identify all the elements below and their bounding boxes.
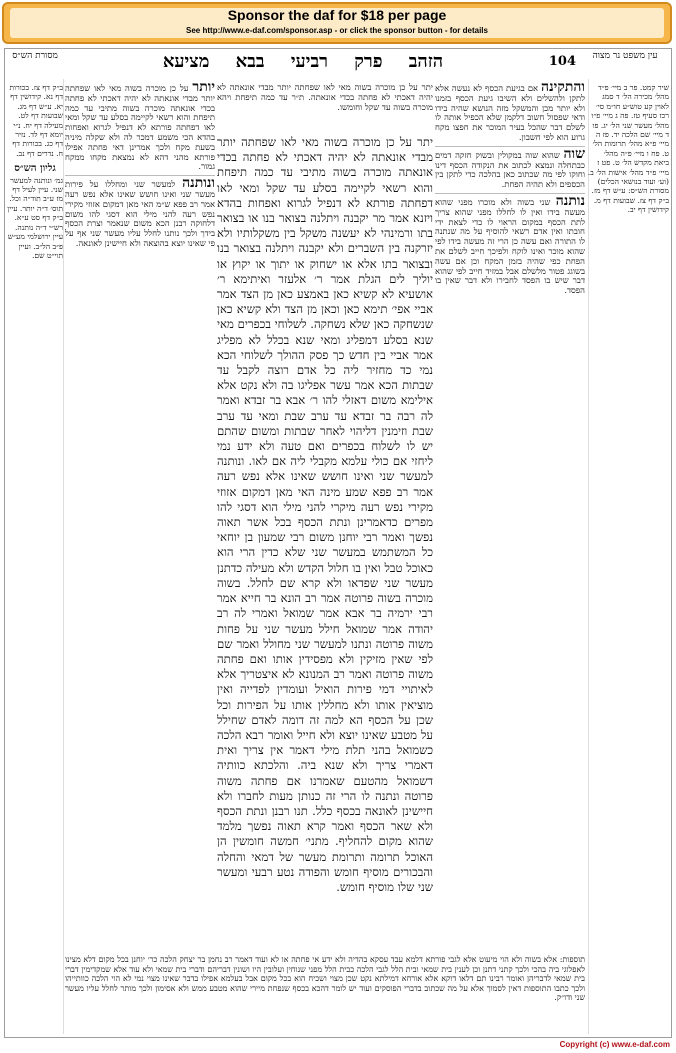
gemara-text: יתר על כן מוכרה בשוה מאי לאו שפחתה יותר מבדי אונאתה לא יהיה דאכתי לא פחתה בכדי אונאתה מוכרה בשוה מתיבי עד כמה תיפחת והוא רשאי לקיימה בסלע עד שקל ומאי לאו דפחתה פורתא לא דנפיל לגרוא ואפחות בהדא ויזנא אמר מר יקבנה ויתלנה בצואר בנו או בצואר בתו ורמינהי לא יעשנה משקל בין משקלותיו ולא יזרקנה בין השברים ולא יקבנה ויתלנה בצואר בנו ובצואר בתו אלא או ישחוק או יתוך או יקוץ או יוליך לים הגלת אמר ר׳ אלעזר ואיתימא ר׳ אושעיא לא קשיא כאן באמצע כאן מן הצד אמר אביי אפי׳ תימא כאן וכאן מן הצד ולא קשיא כאן שנשחקה כאן שלא נשחקה. לשלוחי בכפרים מאי שנא בסלע דמפליג ומאי שנא בכלל לא מפליג אמר אביי בין חדש כך פסק ההולך לשלוחי הכא נמי כד מחזיר ליה כל אדם רוצה לקבל עד שבתות הכא אמר עשר אפליגו בה ולא נקט אלא אילימא משום דאזלי להו ר׳ אבא בר זבדא ואמר לה רבה בר זבדא עד ערב שבת ומאי עד ערב שבת וזימנין דליהוי לאחר שבתות ומשום שהתם יש לו לשלוח בכפרים ואם טעה ולא ידע נמי ליחזי אם כולי עלמא מקבלי ליה אם לאו. ונותנה למעשר שני ואינו חושש שאינו אלא נפש רעה אמר רב פפא שמע מינה האי מאן דמקום אזוזי מקירי נפש רעה מיקרי להני מילי הוא דסגי להו מפרים כדאמרינן ונתת הכסף בכל אשר תאוה נפשך ואמר רבי יוחנן משום רבי שמעון בן יוחאי כל המשתמש במעשר שני שלא כדין הרי הוא כאוכל טבל ואין בו חלול הקדש ולא מעילה כדתנן מעשר שני שפדאו ולא קרא שם לחלל. בשוה מוכרה בשוה פרוטה אמר רב הונא בר חייא אמר רבי ירמיה בר אבא אמר שמואל ואמרי לה רב יהודה אמר שמואל חילל מעשר שני על פחות משוה פרוטה ונתנו למעשר שני מחולל ואמר שם לפי שאין מזיקין ולא מפסידין אותו ואם פחתה משוה פרוטה ואמר רב המנונא לא איצטריך אלא לאיתויי דמי פירות הואיל ועומדין לפדייה ואין מוציאין אותו ולא מחללין אותו על הפירות וכל שכן על הכסף הא למה זה דומה לאדם שחילל על מטבע שאינו יוצא ולא חייל ואומר רבא הלכה כשמואל בהני תלת מילי דאמר אין צריך ואית דאמרי צריך ולא שנא ביה. והלכתא כוותיה דשמואל מהטעם שאמרנו אם פחתה משוה פרוטה ונתנה לו הרי זה כנותן מעות לחברו ולא חיישינן לאונאה בכסף כלל. תנו רבנן ונתת הכסף ולא שאר הכסף ואמר קרא תאוה נפשך מלמד שהוא מקום להחליף. מתני׳ חמשה חומשין הן האוכל תרומה ותרומת מעשר של דמאי והחלה והבכורים מוסיף חומש והפודה נטע רבעי ומעשר שני שלו מוסיף חומש. bbox=[217, 135, 433, 894]
rashi-heading: נותנה bbox=[555, 192, 585, 209]
ein-mishpat-text: שיר קמט. פר ב מיי׳ פ״ד מהל׳ מכירה הל׳ ד סמג לאוין קע טוש״ע חו״מ סי׳ רכז סעיף טז. פה ג מיי׳ פ״ו מהל׳ מעשר שני הל׳ יג. פו ד מיי׳ שם הלכה יד. פז ה מיי׳ פ״א מהל׳ תרומות הל׳ ט. פח ו מיי׳ פ״ה מהל׳ ביאת מקדש הל׳ ט. פט ז מיי׳ פ״ד מהל׳ אישות הל׳ ב. (וע׳ ועוד בנושאי הכלים) מסורת הש״ס: ע״ש דף מז. ב״ק דף צז. שבועות דף מ. קידושין דף יב. bbox=[587, 83, 669, 215]
bottom-commentary-text: תוספות: אלא בשוה ולא הוי מיעוט אלא לגבי פורתא דלמא עבד עסקא בהדיה ולא ידע אי פחתה או לא ועוד דאמר רב נחמן בר יצחק הלכה כר׳ יוחנן בכל מקום דלא מצינו לאפלוגי ביה בהכי ולכך קתני דתנן וכן לענין בית שמאי ובית הלל לגבי הלכה כבית הלל מפני שנוחין ועלובין היו ושונין דבריהם ודברי בית שמאי ולא עוד אלא שמקדימין דברי בית שמאי לדבריהן ואומר רבינו תם דלאו דוקא אלא אורחא דמילתא נקט שכן מצוי ושכיח הוא בכל מקום אבל בעלמא אפילו בדבר שאינו מצוי נמי לא הוי הלכה כוותייהו ולכך כתבו התוספות דאין לסמוך אלא על מה שכתוב בדברי הפוסקים ועוד יש לומר דהכא בכסף שנפחת מיירי שהוא מטבע ממש ולא אסימון ולכך מותר לחלל עליו מעשר שני ודו״ק. bbox=[65, 955, 585, 1003]
ein-mishpat-label: עין משפט נר מצוה bbox=[592, 51, 658, 61]
bottom-commentary bbox=[65, 955, 585, 1033]
ein-mishpat-column bbox=[587, 83, 669, 1033]
mesoret-column bbox=[7, 83, 63, 1033]
sponsor-subtitle[interactable]: See http://www.e-daf.com/sponsor.asp - or click the sponsor button - for details bbox=[186, 26, 488, 35]
page-header bbox=[5, 49, 671, 77]
gilyon-hashas-text: גמ׳ ונותנה למעשר שני. עיין לעיל דף מז ע״ב תוד״ה וכל. תוס׳ ד״ה יותר. עיין ב״ק דף סט ע״א. רש״י ד״ה נותנה. עיין ירושלמי מע״ש פ״ב הל״ב. ועיין תוי״ט שם. bbox=[7, 175, 63, 260]
talmud-page bbox=[4, 48, 672, 1038]
rashi-text: שהוא שוה במקולין ובשוק חזקה דמים כבתחלה ונמצא לכתוב את הנקודה הכסף דינו וחוקו לפי מה שכתוב כאן בהלכה כדי לתקן בין הכספים ולא תהיה הפחת. bbox=[435, 149, 585, 190]
rashi-text: שני בשוה ולא מוכרו מפני שהוא מעשה בידו ואין לו לחללו מפני שהוא צריך לתת הכסף במקום הראוי לו כדי לצאת ידי חובתו ואין אדם רשאי להוסיף על מה שנתנה לו התורה ואם עשה כן הרי זה מעשה בידו לפי שהוא מוכר ואינו לוקח ולפיכך חייב לשלם את הפחת כפי שהיה בזמן המקח וכן אם עשה בשוגג פטור מלשלם אבל במזיד חייב לפי שהוא דבר שיש בו הפסד לחבירו ולא דבר שאין בו הפסד. bbox=[435, 196, 585, 296]
sponsor-title[interactable]: Sponsor the daf for $18 per page bbox=[227, 7, 447, 23]
sponsor-banner[interactable] bbox=[2, 2, 672, 44]
copyright-notice[interactable]: Copyright (c) www.e-daf.com bbox=[559, 1040, 670, 1049]
rashi-text: אם בגיעת הכסף לא נעשה אלא לתקן ולהשלים ולא השיבו גיעת הכסף בזמנו ולא יותר מכן והמשקל מזה הנושא שהיה בידו ודאי שפסול חשוב דלקמן שלא הכפיל אותה לו לשלם דבר שהכל בעיר המוכר את חפצו מקח גרוע הוא לפי חשבון. bbox=[435, 83, 585, 142]
mesoret-text: ב״ק דף צז. בכורות דף נא. קידושין דף יא. ע״ש דף מג. שבועות דף לט. מעילה דף יח. נ״י יומא דף לד. נזיר דף כג. בכורות דף ח. נדרים דף נב. bbox=[9, 83, 63, 158]
rashi-column bbox=[435, 83, 585, 1033]
tosafot-text: על כן מוכרה בשוה מאי לאו שפחתה יותר מבדי אונאתה לא יהיה דאכתי לא פחתה בכדי אונאתה מוכרה בשוה מתיבי עד כמה תיפחת והוא רשאי לקיימה בסלע עד שקל ומאי לאו דפחתה פורתא לא דנפיל לגרוא ואפחות בהדא הכי משמע דמכר לה ולא שקלה מיניה בשעת מקח ולכך אמרינן דאי פחתה אפילו פורתא מהני דהא לא נמצאת מקחו ממקח גמור. bbox=[65, 83, 215, 172]
tosafot-text: למעשר שני ומחללו על פירות מעשר שני ואינו חושש שאינו אלא נפש רעה אמר רב פפא ש״מ האי מאן דמקום אזוזי מקירי נפש רעה להני מילי הוא דסגי להו משום דלחוקה רבנן הכא משום שנאמר וצרת הכסף בידך ולכך נותנו לחלל עליו מעשר שני אף על פי שאינו יוצא בהוצאה ולא חיישינן לאונאה. bbox=[65, 179, 215, 248]
tosafot-heading: ונותנה bbox=[182, 175, 215, 192]
mesoret-label: מסורת הש״ס bbox=[12, 51, 58, 61]
page-number: 104 bbox=[548, 54, 576, 69]
tosafot-column bbox=[65, 83, 215, 1033]
gemara-column bbox=[217, 135, 433, 955]
rashi-heading: שוה bbox=[563, 145, 585, 162]
divider bbox=[63, 79, 64, 1034]
page-title: הזהב פרק רביעי בבא מציעא bbox=[162, 51, 444, 72]
gilyon-hashas-title: גליון הש״ס bbox=[14, 163, 56, 175]
gemara-top-text: יתר על כן מוכרה בשוה מאי לאו שפחתה יותר מבדי אונאתה לא יהיה דאכתי לא פחתה בכדי אונאתה. ת״ר עד כמה תיפחת ויהא מוכרה בשוה עד שקל וחומשו. bbox=[217, 83, 433, 112]
rashi-heading: והתקינה bbox=[541, 83, 585, 95]
tosafot-heading: יותר bbox=[192, 83, 215, 95]
